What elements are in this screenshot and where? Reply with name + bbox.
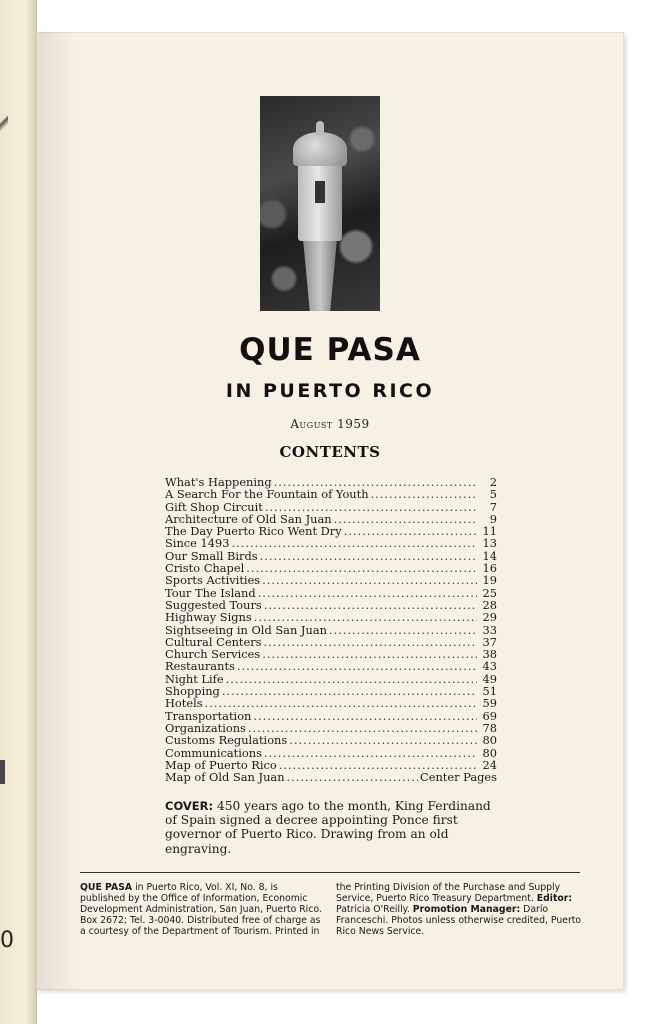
toc-entry-page: 38 — [482, 647, 497, 662]
toc-entry-page: 29 — [482, 610, 497, 625]
toc-entry — [165, 611, 497, 623]
toc-dot-leader — [226, 673, 477, 685]
promotion-manager-name: Darío Franceschi. — [336, 904, 549, 926]
toc-entry — [165, 488, 497, 500]
photo-turret-window — [315, 181, 325, 203]
toc-entry-page: 78 — [482, 720, 497, 735]
toc-dot-leader — [287, 771, 418, 783]
toc-entry-title: Cultural Centers — [165, 634, 262, 649]
publication-info-right — [336, 882, 586, 937]
facing-page-ink-mark — [0, 95, 8, 155]
toc-entry-page: 7 — [489, 499, 497, 514]
toc-entry-title: Tour The Island — [165, 585, 256, 600]
toc-dot-leader — [262, 574, 477, 586]
toc-entry-title: Since 1493 — [165, 536, 230, 551]
toc-dot-leader — [222, 685, 477, 697]
toc-entry-title: Our Small Birds — [165, 548, 258, 563]
toc-entry-page: 80 — [482, 745, 497, 760]
booklet-page — [36, 32, 624, 990]
cover-photo-garita — [260, 96, 380, 311]
toc-entry-title: Cristo Chapel — [165, 561, 245, 576]
toc-dot-leader — [344, 525, 477, 537]
toc-dot-leader — [232, 537, 477, 549]
editor-name: Patricia O'Reilly. — [336, 904, 410, 915]
promotion-manager-label: Promotion Manager: — [412, 904, 521, 915]
toc-entry-page: 16 — [482, 561, 497, 576]
facing-page-glyph: 0 — [0, 928, 14, 953]
toc-dot-leader — [264, 599, 477, 611]
toc-dot-leader — [260, 550, 477, 562]
toc-entry-title: Sightseeing in Old San Juan — [165, 622, 327, 637]
toc-entry-title: Communications — [165, 745, 262, 760]
toc-entry-title: Organizations — [165, 720, 246, 735]
toc-entry-page: 19 — [482, 573, 497, 588]
toc-dot-leader — [329, 624, 477, 636]
toc-entry-title: Restaurants — [165, 659, 235, 674]
cover-note-text: 450 years ago to the month, King Ferdinand of Spain signed a decree appointing Ponce first governor of Puerto Rico. Drawing from an old engraving. — [165, 799, 491, 856]
toc-dot-leader — [262, 648, 477, 660]
toc-entry-page: 25 — [482, 585, 497, 600]
toc-dot-leader — [254, 611, 477, 623]
toc-entry — [165, 660, 497, 672]
facing-page-edge — [0, 0, 37, 1024]
toc-entry-page: 2 — [489, 475, 497, 489]
publication-name: QUE PASA — [80, 882, 133, 893]
toc-entry-page: 9 — [489, 511, 497, 526]
toc-entry-page: 59 — [482, 696, 497, 711]
toc-entry-page: 14 — [482, 548, 497, 563]
toc-entry-page: 11 — [482, 524, 497, 539]
toc-entry — [165, 734, 497, 746]
toc-entry-page: 5 — [489, 487, 497, 502]
photo-turret-dome — [293, 132, 347, 166]
toc-dot-leader — [264, 747, 477, 759]
issue-date: August 1959 — [290, 417, 370, 431]
toc-entry-page: 43 — [482, 659, 497, 674]
toc-entry-title: Night Life — [165, 671, 224, 686]
toc-dot-leader — [246, 562, 477, 574]
toc-dot-leader — [289, 734, 477, 746]
toc-dot-leader — [264, 636, 477, 648]
photo-turret-finial — [316, 121, 324, 135]
contents-heading: CONTENTS — [279, 443, 381, 461]
table-of-contents — [165, 476, 497, 783]
toc-entry-page: 28 — [482, 597, 497, 612]
toc-entry-title: Church Services — [165, 647, 261, 662]
toc-dot-leader — [205, 697, 477, 709]
footer-divider — [80, 872, 580, 873]
toc-entry-title: Architecture of Old San Juan — [165, 511, 332, 526]
toc-entry-page: 69 — [482, 708, 497, 723]
toc-entry-page: 49 — [482, 671, 497, 686]
publication-info-text: in Puerto Rico, Vol. XI, No. 8, is published by the Office of Information, Economic Development Administration, San Juan, Puerto Rico. Box 2672; Tel. 3-0040. Distributed free of charge as a courtesy of the Department of Tourism. Printed in — [80, 882, 322, 937]
facing-page-ink-mark — [0, 760, 5, 784]
toc-entry-page: 51 — [482, 684, 497, 699]
magazine-title: QUE PASA — [239, 332, 421, 368]
toc-entry — [165, 574, 497, 586]
toc-entry — [165, 697, 497, 709]
toc-dot-leader — [334, 513, 477, 525]
toc-entry-page: 80 — [482, 733, 497, 748]
toc-entry-title: Hotels — [165, 696, 203, 711]
magazine-subtitle: IN PUERTO RICO — [225, 380, 435, 402]
toc-entry-title: Shopping — [165, 684, 220, 699]
printing-info-text: the Printing Division of the Purchase and Supply Service, Puerto Rico Treasury Department. — [336, 882, 561, 904]
toc-dot-leader — [253, 710, 477, 722]
toc-entry-title: What's Happening — [165, 475, 272, 489]
toc-entry-page: 37 — [482, 634, 497, 649]
toc-entry-title: Customs Regulations — [165, 733, 288, 748]
toc-entry-page: Center Pages — [420, 770, 497, 785]
editor-label: Editor: — [536, 893, 573, 904]
toc-entry-title: The Day Puerto Rico Went Dry — [165, 524, 342, 539]
toc-entry-page: 33 — [482, 622, 497, 637]
toc-entry — [165, 624, 497, 636]
toc-entry — [165, 747, 497, 759]
toc-entry-title: Transportation — [165, 708, 252, 723]
toc-entry-title: Suggested Tours — [165, 597, 262, 612]
toc-dot-leader — [371, 488, 477, 500]
toc-entry — [165, 771, 497, 783]
cover-note — [165, 799, 501, 856]
toc-entry-page: 13 — [482, 536, 497, 551]
toc-entry-title: Map of Puerto Rico — [165, 757, 277, 772]
photo-credit-text: Photos unless otherwise credited, Puerto Rico News Service. — [336, 915, 582, 937]
toc-entry-title: Map of Old San Juan — [165, 770, 285, 785]
cover-note-label: COVER: — [165, 799, 214, 813]
toc-dot-leader — [258, 587, 477, 599]
toc-entry — [165, 685, 497, 697]
publication-info-left — [80, 882, 325, 937]
toc-entry-page: 24 — [482, 757, 497, 772]
toc-entry-title: Highway Signs — [165, 610, 252, 625]
toc-dot-leader — [237, 660, 477, 672]
toc-entry — [165, 537, 497, 549]
toc-entry-title: Sports Activities — [165, 573, 261, 588]
toc-entry-title: Gift Shop Circuit — [165, 499, 263, 514]
toc-entry-title: A Search For the Fountain of Youth — [165, 487, 369, 502]
page-spine-shadow — [36, 32, 76, 990]
